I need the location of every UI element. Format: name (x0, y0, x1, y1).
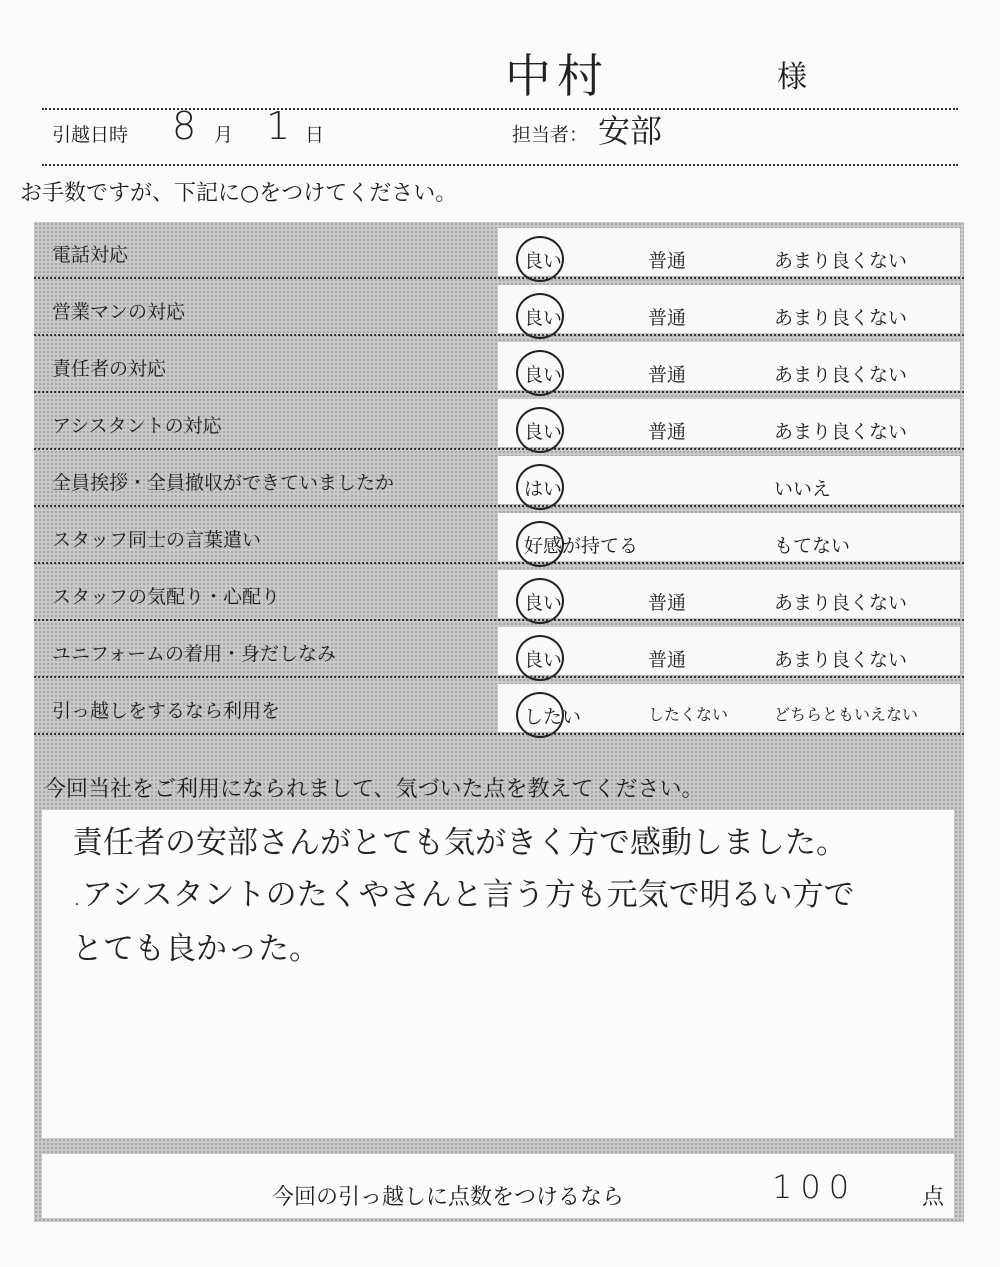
survey-options (498, 456, 960, 504)
survey-option[interactable]: どちらともいえない (774, 705, 919, 724)
survey-option[interactable]: 普通 (648, 307, 687, 329)
move-month-value: 8 (172, 104, 197, 148)
comments-box[interactable] (42, 810, 954, 1138)
score-label: 今回の引っ越しに点数をつけるなら (272, 1185, 625, 1210)
survey-row (34, 621, 964, 678)
survey-question: 引っ越しをするなら利用を (52, 700, 281, 722)
survey-option[interactable]: 良い (524, 303, 562, 330)
survey-question: スタッフ同士の言葉遣い (52, 529, 262, 551)
score-value[interactable]: 100 (772, 1168, 858, 1206)
row-divider (34, 733, 964, 735)
move-day-unit: 日 (305, 124, 325, 146)
survey-option[interactable]: したくない (648, 705, 729, 724)
survey-row (34, 564, 964, 621)
survey-row (34, 222, 964, 279)
survey-question: 責任者の対応 (52, 358, 167, 380)
survey-option[interactable]: いいえ (774, 478, 832, 500)
survey-panel (34, 222, 964, 1222)
comment-line: 責任者の安部さんがとても気がきく方で感動しました。 (72, 825, 847, 861)
survey-option[interactable]: はい (524, 474, 562, 501)
survey-option[interactable]: あまり良くない (774, 307, 908, 329)
survey-question: 電話対応 (52, 244, 129, 266)
survey-options (498, 570, 960, 618)
survey-row (34, 507, 964, 564)
survey-options (498, 627, 960, 675)
survey-option[interactable]: 良い (524, 417, 562, 444)
survey-options (498, 342, 960, 390)
survey-option[interactable]: あまり良くない (774, 250, 908, 272)
survey-option[interactable]: 好感が持てる (524, 531, 638, 558)
survey-row (34, 279, 964, 336)
survey-row (34, 678, 964, 735)
survey-option[interactable]: あまり良くない (774, 364, 908, 386)
survey-question: ユニフォームの着用・身だしなみ (52, 643, 337, 665)
comment-line: .アシスタントのたくやさんと言う方も元気で明るい方で (72, 877, 855, 913)
survey-options (498, 684, 960, 732)
survey-question: 営業マンの対応 (52, 301, 186, 323)
survey-option[interactable]: あまり良くない (774, 592, 908, 614)
divider (42, 164, 958, 166)
survey-options (498, 399, 960, 447)
move-month-unit: 月 (214, 124, 234, 146)
survey-question: アシスタントの対応 (52, 415, 222, 437)
survey-question: スタッフの気配り・心配り (52, 586, 281, 608)
survey-option[interactable]: 良い (524, 645, 562, 672)
comments-question: 今回当社をご利用になられまして、気づいた点を教えてください。 (44, 777, 704, 802)
score-box (42, 1154, 954, 1218)
move-day-value: 1 (266, 104, 291, 148)
survey-row (34, 336, 964, 393)
survey-question: 全員挨拶・全員撤収ができていましたか (52, 472, 395, 494)
survey-options (498, 285, 960, 333)
honorific: 様 (777, 60, 807, 95)
survey-options (498, 228, 960, 276)
survey-option[interactable]: あまり良くない (774, 649, 908, 671)
survey-option[interactable]: 普通 (648, 421, 687, 443)
comment-line: とても良かった。 (72, 931, 320, 967)
move-date-label: 引越日時 (52, 124, 129, 146)
survey-option[interactable]: 普通 (648, 364, 687, 386)
survey-row (34, 450, 964, 507)
instruction-text: お手数ですが、下記に○をつけてください。 (20, 181, 458, 206)
survey-row (34, 393, 964, 450)
survey-option[interactable]: 普通 (648, 592, 687, 614)
survey-option[interactable]: したい (524, 702, 581, 729)
survey-option[interactable]: 良い (524, 246, 562, 273)
survey-option[interactable]: 普通 (648, 649, 687, 671)
customer-name: 中村 (505, 49, 609, 103)
survey-option[interactable]: 普通 (648, 250, 687, 272)
staff-value: 安部 (598, 112, 663, 150)
score-unit: 点 (922, 1185, 945, 1210)
survey-option[interactable]: あまり良くない (774, 421, 908, 443)
staff-label: 担当者： (512, 124, 589, 146)
survey-option[interactable]: 良い (524, 588, 562, 615)
survey-option[interactable]: 良い (524, 360, 562, 387)
survey-option[interactable]: もてない (774, 535, 851, 557)
survey-options (498, 513, 960, 561)
